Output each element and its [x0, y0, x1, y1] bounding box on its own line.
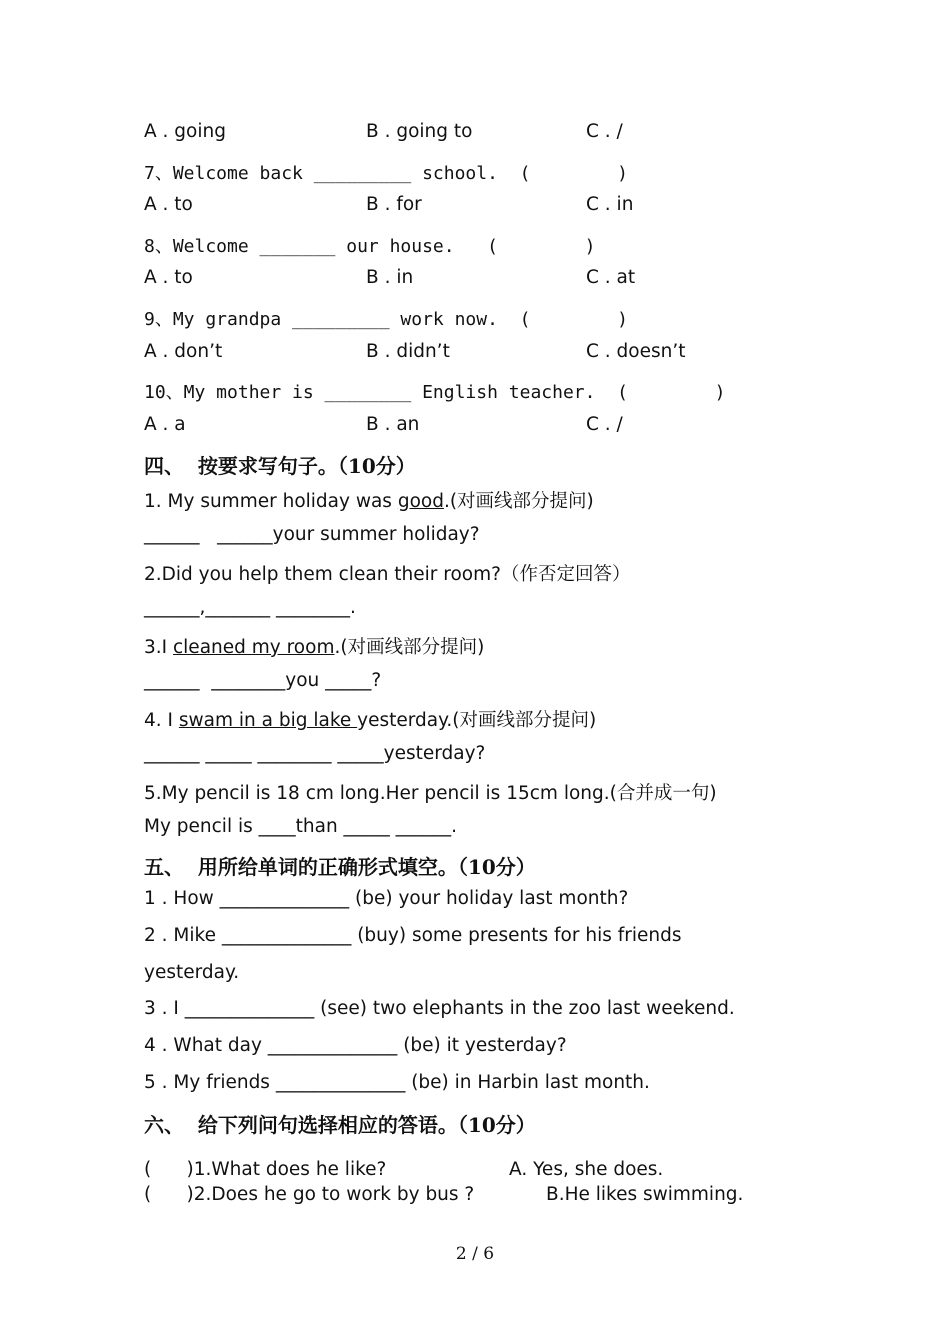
s5-line-2: 2 . Mike ______________ (buy) some presents for his friends [144, 925, 682, 946]
s4-answer-2: ______,_______ ________. [144, 597, 356, 618]
option-b-8: B . in [366, 267, 414, 288]
option-c-8: C . at [586, 267, 636, 288]
option-c-10: C . / [586, 414, 623, 435]
s6-answer-a: A. Yes, she does. [509, 1159, 664, 1180]
question-10: 10、My mother is ________ English teacher. ( ) [144, 382, 726, 403]
s4-item-2: 2.Did you help them clean their room?（作否定回答） [144, 564, 631, 585]
section-6-heading: 六、 给下列问句选择相应的答语。（10分） [144, 1113, 536, 1137]
section-5-heading: 五、 用所给单词的正确形式填空。（10分） [144, 855, 536, 879]
s4-answer-4: ______ _____ ________ _____yesterday? [144, 743, 486, 764]
section-4-heading: 四、 按要求写句子。（10分） [144, 454, 416, 478]
option-a-6: A . going [144, 121, 226, 142]
option-a-7: A . to [144, 194, 193, 215]
option-a-8: A . to [144, 267, 193, 288]
s4-answer-3: ______ ________you _____? [144, 670, 382, 691]
s5-line-4: 4 . What day ______________ (be) it yesterday? [144, 1035, 567, 1056]
s4-answer-5: My pencil is ____than _____ ______. [144, 816, 458, 837]
option-c-6: C . / [586, 121, 623, 142]
option-b-7: B . for [366, 194, 422, 215]
s6-question-2: ( )2.Does he go to work by bus ? [144, 1184, 475, 1205]
option-a-10: A . a [144, 414, 186, 435]
s5-line-5: 5 . My friends ______________ (be) in Harbin last month. [144, 1072, 650, 1093]
s4-answer-1: ______ ______your summer holiday? [144, 524, 480, 545]
s4-item-3: 3.I cleaned my room.(对画线部分提问) [144, 637, 485, 658]
s4-item-1: 1. My summer holiday was good.(对画线部分提问) [144, 491, 594, 512]
option-b-9: B . didn’t [366, 341, 450, 362]
s5-line-2-cont: yesterday. [144, 962, 240, 983]
s4-item-5: 5.My pencil is 18 cm long.Her pencil is 15cm long.(合并成一句) [144, 783, 717, 804]
option-b-10: B . an [366, 414, 420, 435]
s4-item-4: 4. I swam in a big lake yesterday.(对画线部分提问) [144, 710, 597, 731]
question-9: 9、My grandpa _________ work now. ( ) [144, 309, 628, 330]
page-number: 2 / 6 [455, 1244, 495, 1264]
question-7: 7、Welcome back _________ school. ( ) [144, 163, 628, 184]
question-8: 8、Welcome _______ our house. ( ) [144, 236, 596, 257]
option-c-7: C . in [586, 194, 634, 215]
s5-line-3: 3 . I ______________ (see) two elephants in the zoo last weekend. [144, 998, 735, 1019]
s6-question-1: ( )1.What does he like? [144, 1159, 387, 1180]
s6-answer-b: B.He likes swimming. [546, 1184, 744, 1205]
option-b-6: B . going to [366, 121, 473, 142]
option-c-9: C . doesn’t [586, 341, 686, 362]
s5-line-1: 1 . How ______________ (be) your holiday last month? [144, 888, 629, 909]
option-a-9: A . don’t [144, 341, 223, 362]
